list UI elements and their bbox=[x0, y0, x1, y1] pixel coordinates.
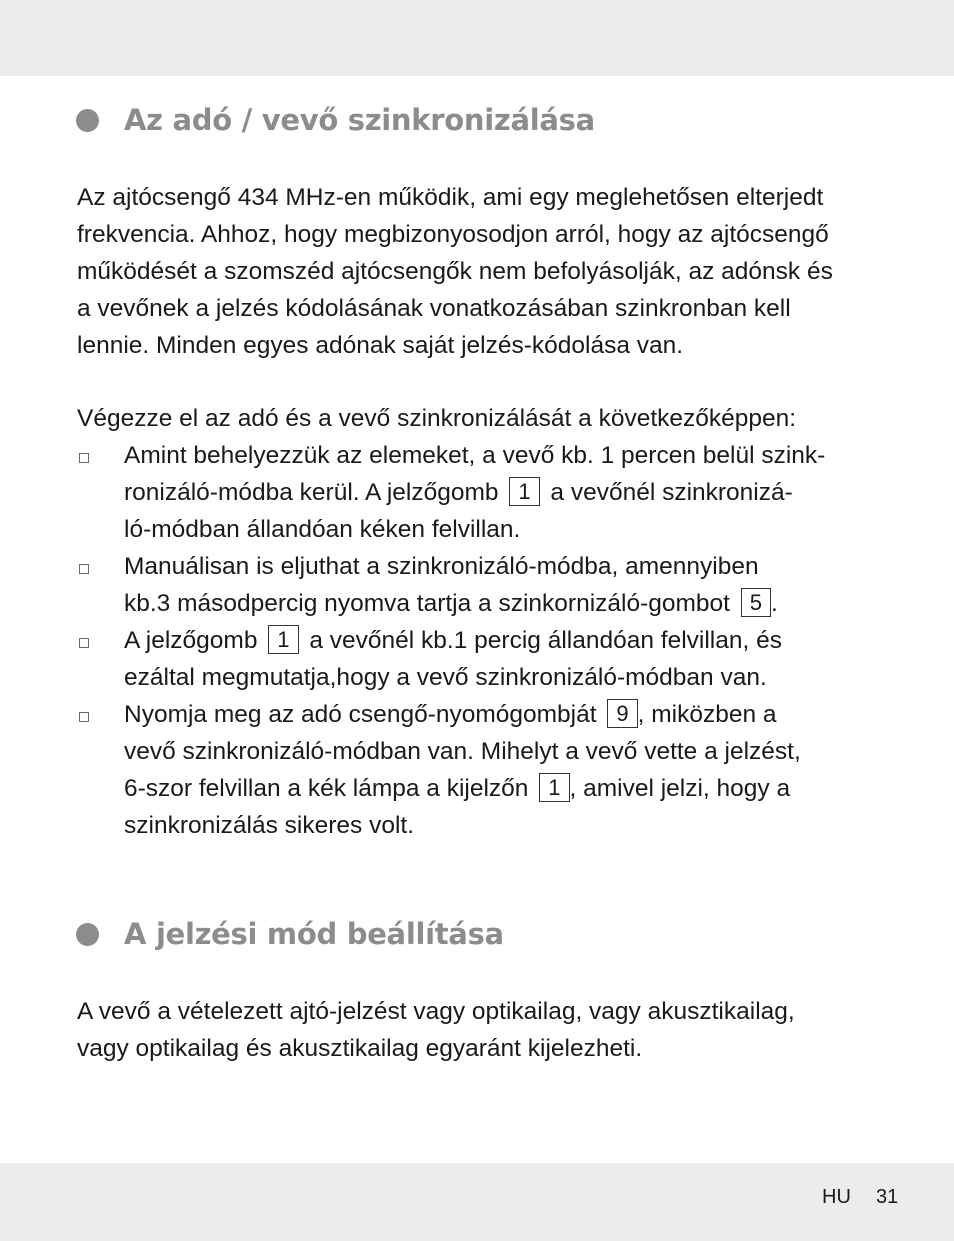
step-text: Manuálisan is eljuthat a szinkronizáló-módba, amennyiben bbox=[124, 553, 759, 580]
step-text: , miközben a bbox=[637, 701, 777, 728]
list-item bbox=[77, 437, 877, 548]
checkbox-bullet-icon bbox=[79, 712, 89, 722]
top-band bbox=[0, 0, 954, 76]
step-text: ló-módban állandóan kéken felvillan. bbox=[124, 516, 521, 543]
reference-number-box: 1 bbox=[268, 625, 298, 654]
step-text: Amint behelyezzük az elemeket, a vevő kb. 1 percen belül szink- bbox=[124, 442, 826, 469]
reference-number-box: 9 bbox=[607, 699, 637, 728]
step-text: szinkronizálás sikeres volt. bbox=[124, 812, 415, 839]
reference-number-box: 5 bbox=[741, 588, 771, 617]
step-text: a vevőnél szinkronizá- bbox=[550, 479, 793, 506]
signal-mode-paragraph bbox=[77, 993, 877, 1067]
intro-line: Az ajtócsengő 434 MHz-en működik, ami egy meglehetősen elterjedt bbox=[77, 184, 824, 211]
checkbox-bullet-icon bbox=[79, 453, 89, 463]
steps-list bbox=[77, 437, 877, 844]
intro-line: frekvencia. Ahhoz, hogy megbizonyosodjon arról, hogy az ajtócsengő bbox=[77, 221, 829, 248]
section-heading-signal-mode bbox=[76, 908, 504, 960]
heading-bullet-icon bbox=[76, 109, 99, 132]
reference-number-box: 1 bbox=[539, 773, 569, 802]
reference-number-box: 1 bbox=[509, 477, 539, 506]
list-item bbox=[77, 696, 877, 844]
checkbox-bullet-icon bbox=[79, 638, 89, 648]
step-text: vevő szinkronizáló-módban van. Mihelyt a vevő vette a jelzést, bbox=[124, 738, 801, 765]
checkbox-bullet-icon bbox=[79, 564, 89, 574]
list-item bbox=[77, 548, 877, 622]
body-line: vagy optikailag és akusztikailag egyaránt kijelezheti. bbox=[77, 1035, 643, 1062]
heading-bullet-icon bbox=[76, 923, 99, 946]
footer-band bbox=[0, 1163, 954, 1241]
step-text: A jelzőgomb bbox=[124, 627, 258, 654]
step-text: a vevőnél kb.1 percig állandóan felvillan, és bbox=[309, 627, 782, 654]
intro-line: működését a szomszéd ajtócsengők nem befolyásolják, az adónsk és bbox=[77, 258, 833, 285]
intro-line: a vevőnek a jelzés kódolásának vonatkozásában szinkronban kell bbox=[77, 295, 791, 322]
step-text: ezáltal megmutatja,hogy a vevő szinkronizáló-módban van. bbox=[124, 664, 767, 691]
step-text: , amivel jelzi, hogy a bbox=[569, 775, 791, 802]
step-text: Nyomja meg az adó csengő-nyomógombját bbox=[124, 701, 597, 728]
intro-paragraph bbox=[77, 179, 877, 364]
footer-page-number: 31 bbox=[876, 1186, 899, 1208]
step-text: ronizáló-módba kerül. A jelzőgomb bbox=[124, 479, 499, 506]
heading-text: A jelzési mód beállítása bbox=[124, 917, 504, 951]
section-heading-sync bbox=[76, 94, 595, 146]
footer-language-code: HU bbox=[822, 1186, 851, 1208]
step-text: kb.3 másodpercig nyomva tartja a szinkornizáló-gombot bbox=[124, 590, 730, 617]
lead-text: Végezze el az adó és a vevő szinkronizálását a következőképpen: bbox=[77, 405, 797, 432]
list-item bbox=[77, 622, 877, 696]
step-text: 6-szor felvillan a kék lámpa a kijelzőn bbox=[124, 775, 529, 802]
intro-line: lennie. Minden egyes adónak saját jelzés-kódolása van. bbox=[77, 332, 684, 359]
body-line: A vevő a vételezett ajtó-jelzést vagy optikailag, vagy akusztikailag, bbox=[77, 998, 795, 1025]
lead-sentence bbox=[77, 400, 877, 437]
heading-text: Az adó / vevő szinkronizálása bbox=[124, 103, 595, 137]
step-text: . bbox=[771, 590, 778, 617]
